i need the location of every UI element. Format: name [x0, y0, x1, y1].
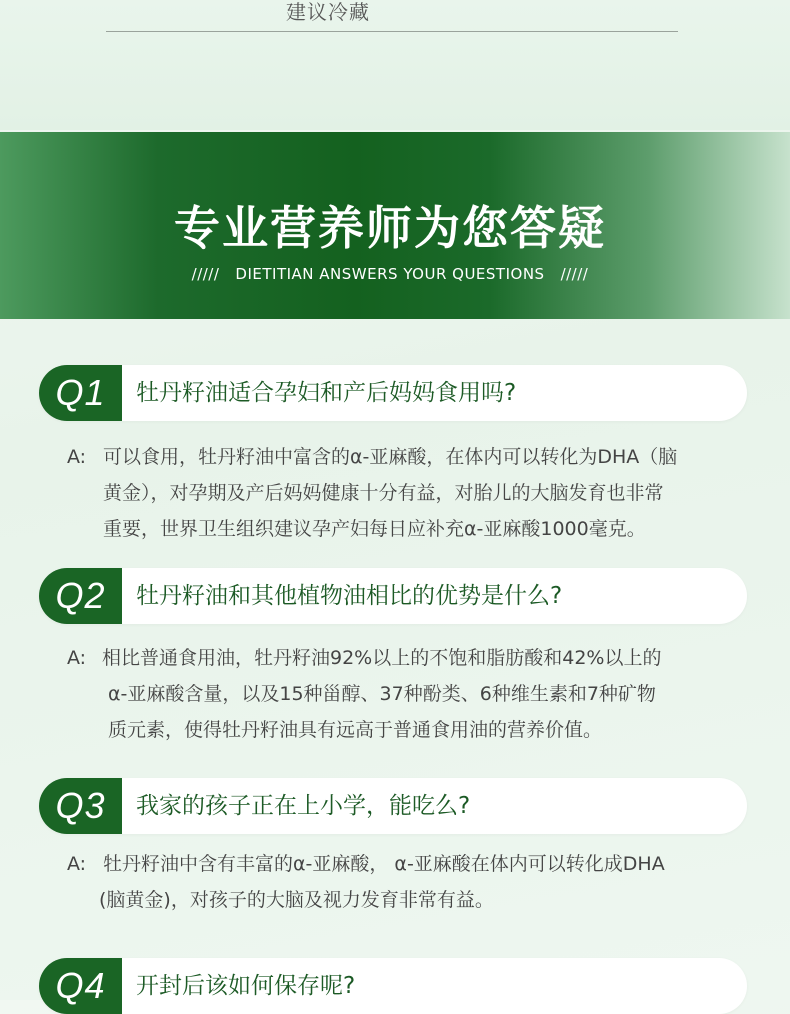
question-tag: Q3	[39, 778, 122, 834]
question-text: 我家的孩子正在上小学，能吃么?	[136, 793, 471, 819]
question-bar	[39, 778, 747, 834]
slash-decoration-right: /////	[560, 265, 589, 283]
answer-line: 相比普通食用油，牡丹籽油92%以上的不饱和脂肪酸和42%以上的	[102, 647, 662, 669]
answer-block	[39, 439, 747, 547]
banner-title: 专业营养师为您答疑	[174, 201, 606, 255]
answer-line: 可以食用，牡丹籽油中富含的α-亚麻酸，在体内可以转化为DHA（脑	[103, 446, 678, 468]
answer-line: α-亚麻酸含量，以及15种甾醇、37种酚类、6种维生素和7种矿物	[108, 683, 656, 705]
faq-item-q3	[39, 778, 747, 918]
question-text: 牡丹籽油适合孕妇和产后妈妈食用吗?	[136, 380, 517, 406]
answer-prefix: A:	[67, 446, 87, 468]
question-bar	[39, 568, 747, 624]
answer-line: 质元素，使得牡丹籽油具有远高于普通食用油的营养价值。	[108, 719, 603, 741]
section-banner	[0, 132, 790, 319]
answer-prefix: A:	[67, 853, 87, 875]
answer-block	[39, 640, 747, 748]
divider-line	[106, 31, 678, 32]
slash-decoration-left: /////	[191, 265, 220, 283]
question-text: 开封后该如何保存呢?	[136, 973, 356, 999]
storage-note-section	[0, 0, 790, 130]
answer-block	[39, 846, 747, 918]
question-tag: Q1	[39, 365, 122, 421]
answer-prefix: A:	[67, 647, 87, 669]
question-bar	[39, 958, 747, 1014]
question-tag: Q4	[39, 958, 122, 1014]
faq-item-q2	[39, 568, 747, 748]
answer-line: 牡丹籽油中含有丰富的α-亚麻酸， α-亚麻酸在体内可以转化成DHA	[103, 853, 665, 875]
answer-line: 黄金），对孕期及产后妈妈健康十分有益，对胎儿的大脑发育也非常	[103, 482, 664, 504]
answer-line: (脑黄金)，对孩子的大脑及视力发育非常有益。	[99, 889, 494, 911]
question-text: 牡丹籽油和其他植物油相比的优势是什么?	[136, 583, 563, 609]
banner-subtitle-row	[0, 265, 780, 283]
storage-note-label: 建议冷藏	[286, 0, 370, 24]
faq-item-q1	[39, 365, 747, 547]
banner-subtitle: DIETITIAN ANSWERS YOUR QUESTIONS	[235, 265, 545, 283]
question-tag: Q2	[39, 568, 122, 624]
faq-item-q4	[39, 958, 747, 1014]
question-bar	[39, 365, 747, 421]
answer-line: 重要，世界卫生组织建议孕产妇每日应补充α-亚麻酸1000毫克。	[103, 518, 646, 540]
